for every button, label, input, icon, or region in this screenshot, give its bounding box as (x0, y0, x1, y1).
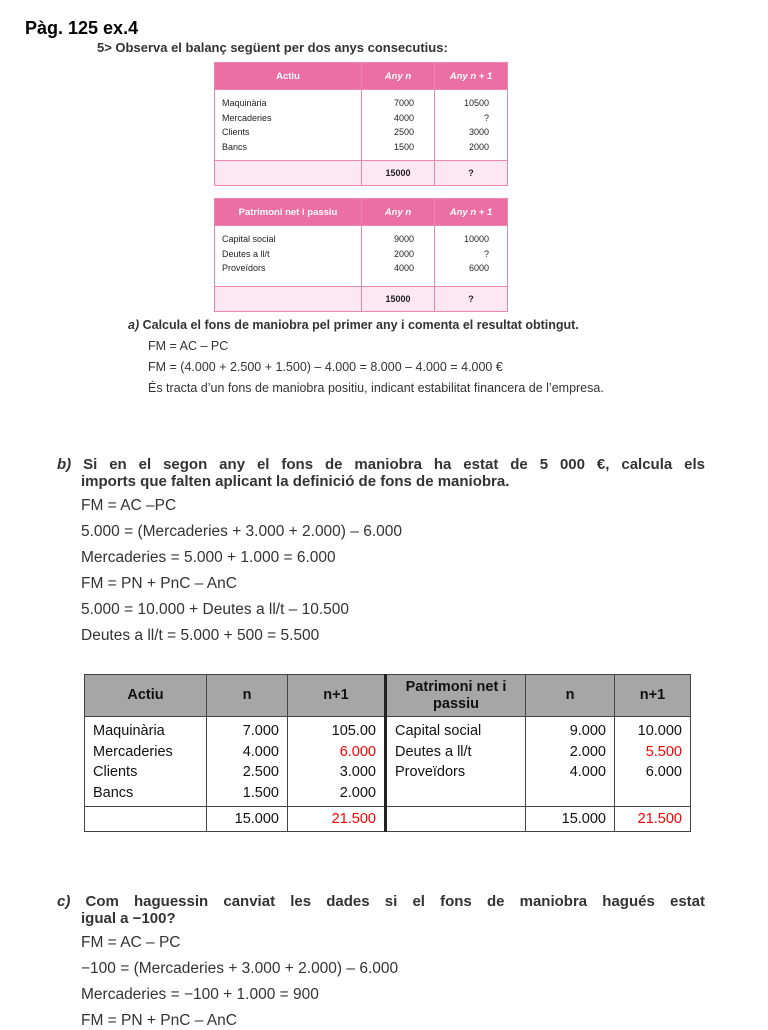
row-label: Clients (222, 127, 250, 138)
summary-total-empty (85, 807, 207, 832)
value-n1: 3000 (468, 127, 489, 138)
value-n1: 2000 (468, 141, 489, 152)
value-n: 7000 (393, 98, 414, 108)
total-label-cell (215, 161, 362, 186)
summary-left-label: Clients (93, 764, 138, 780)
summary-left-label: Maquinària (93, 723, 165, 739)
summary-header-actiu: Actiu (85, 675, 207, 717)
part-c-label: c) (57, 893, 71, 910)
total-label-cell (215, 287, 362, 312)
summary-left-label: Mercaderies (93, 743, 173, 760)
value-n1: ? (483, 248, 489, 259)
summary-left-label: Bancs (93, 784, 134, 801)
page-title: Pàg. 125 ex.4 (25, 18, 139, 38)
summary-left-n: 1.500 (242, 784, 279, 801)
summary-total-right-n1: 21.500 (615, 807, 691, 832)
value-n: 9000 (393, 234, 414, 244)
summary-left-n1: 3.000 (339, 764, 376, 780)
part-c-line: FM = AC – PC (81, 934, 181, 951)
part-b-line: FM = AC –PC (81, 497, 177, 514)
part-b-question (57, 456, 705, 490)
summary-total-right-n: 15.000 (526, 807, 615, 832)
part-c-line: −100 = (Mercaderies + 3.000 + 2.000) – 6.000 (81, 960, 399, 977)
part-a-question (128, 318, 579, 332)
summary-left-n1: 2.000 (339, 784, 376, 801)
header-any-n: Any n (362, 199, 435, 226)
part-c-text-1: Com haguessin canviat les dades si el fons de maniobra hagués estat (85, 893, 705, 910)
summary-left-n: 2.500 (242, 764, 279, 780)
summary-right-label: Capital social (395, 723, 482, 739)
row-label: Mercaderies (222, 112, 272, 123)
value-n1: 10500 (463, 98, 489, 108)
summary-total-left-n1: 21.500 (288, 807, 386, 832)
summary-left-n1-highlight: 6.000 (339, 743, 376, 760)
row-label: Proveïdors (222, 263, 266, 274)
header-patrimoni: Patrimoni net i passiu (215, 199, 362, 226)
summary-header-n1: n+1 (288, 675, 386, 717)
header-actiu: Actiu (215, 63, 362, 90)
part-b-label: b) (57, 456, 72, 473)
part-b-text-1: Si en el segon any el fons de maniobra ha estat de 5 000 €, calcula els (83, 456, 706, 473)
summary-left-n: 4.000 (242, 743, 279, 760)
value-n1: 6000 (468, 263, 489, 274)
value-n: 2000 (393, 248, 414, 259)
summary-total-left-n: 15.000 (207, 807, 288, 832)
exercise-intro: 5> Observa el balanç següent per dos anys consecutius: (97, 40, 448, 55)
part-c-text-2: igual a −100? (81, 910, 176, 927)
summary-left-n1: 105.00 (331, 723, 376, 739)
row-label: Bancs (222, 141, 248, 152)
summary-right-n: 4.000 (569, 764, 606, 780)
part-b-line: FM = PN + PnC – AnC (81, 575, 237, 592)
summary-right-n: 2.000 (569, 743, 606, 760)
summary-right-n: 9.000 (569, 723, 606, 739)
summary-right-label: Proveïdors (395, 764, 466, 780)
total-n1: ? (435, 287, 508, 312)
part-c-line: Mercaderies = −100 + 1.000 = 900 (81, 986, 319, 1003)
row-label: Deutes a ll/t (222, 248, 270, 259)
summary-header-n: n (207, 675, 288, 717)
summary-left-n: 7.000 (242, 723, 279, 739)
patrimoni-table (214, 198, 508, 312)
value-n: 1500 (393, 141, 414, 152)
part-b-text-2: imports que falten aplicant la definició de fons de maniobra. (81, 473, 510, 490)
row-label: Capital social (222, 234, 276, 244)
part-a-label: a) (128, 318, 140, 332)
value-n: 4000 (393, 112, 414, 123)
summary-header-n: n (526, 675, 615, 717)
part-a-line: És tracta d’un fons de maniobra positiu, indicant estabilitat financera de l’empresa. (148, 381, 604, 395)
value-n1: 10000 (463, 234, 489, 244)
part-b-line: Mercaderies = 5.000 + 1.000 = 6.000 (81, 549, 336, 566)
row-label: Maquinària (222, 98, 267, 108)
header-any-n1: Any n + 1 (435, 199, 508, 226)
summary-right-label: Deutes a ll/t (395, 743, 472, 760)
value-n1: ? (483, 112, 489, 123)
part-a-line: FM = (4.000 + 2.500 + 1.500) – 4.000 = 8.000 – 4.000 = 4.000 € (148, 360, 503, 374)
header-any-n: Any n (362, 63, 435, 90)
actiu-table (214, 62, 508, 186)
part-c-line: FM = PN + PnC – AnC (81, 1012, 237, 1029)
total-n: 15000 (362, 161, 435, 186)
part-b-line: 5.000 = 10.000 + Deutes a ll/t – 10.500 (81, 601, 350, 618)
summary-header-n1: n+1 (615, 675, 691, 717)
total-n1: ? (435, 161, 508, 186)
total-n: 15000 (362, 287, 435, 312)
summary-total-empty (386, 807, 526, 832)
part-c-question (57, 893, 705, 927)
summary-right-n1: 10.000 (637, 723, 682, 739)
part-b-line: Deutes a ll/t = 5.000 + 500 = 5.500 (81, 627, 320, 644)
summary-right-n1: 6.000 (645, 764, 682, 780)
summary-header-patrimoni: Patrimoni net i passiu (386, 675, 526, 717)
summary-right-n1-highlight: 5.500 (645, 743, 682, 760)
part-a-line: FM = AC – PC (148, 339, 229, 353)
value-n: 4000 (393, 263, 414, 274)
header-any-n1: Any n + 1 (435, 63, 508, 90)
part-b-line: 5.000 = (Mercaderies + 3.000 + 2.000) – 6.000 (81, 523, 402, 540)
value-n: 2500 (393, 127, 414, 138)
part-a-text: Calcula el fons de maniobra pel primer any i comenta el resultat obtingut. (142, 318, 579, 332)
summary-balance-table (84, 674, 691, 832)
